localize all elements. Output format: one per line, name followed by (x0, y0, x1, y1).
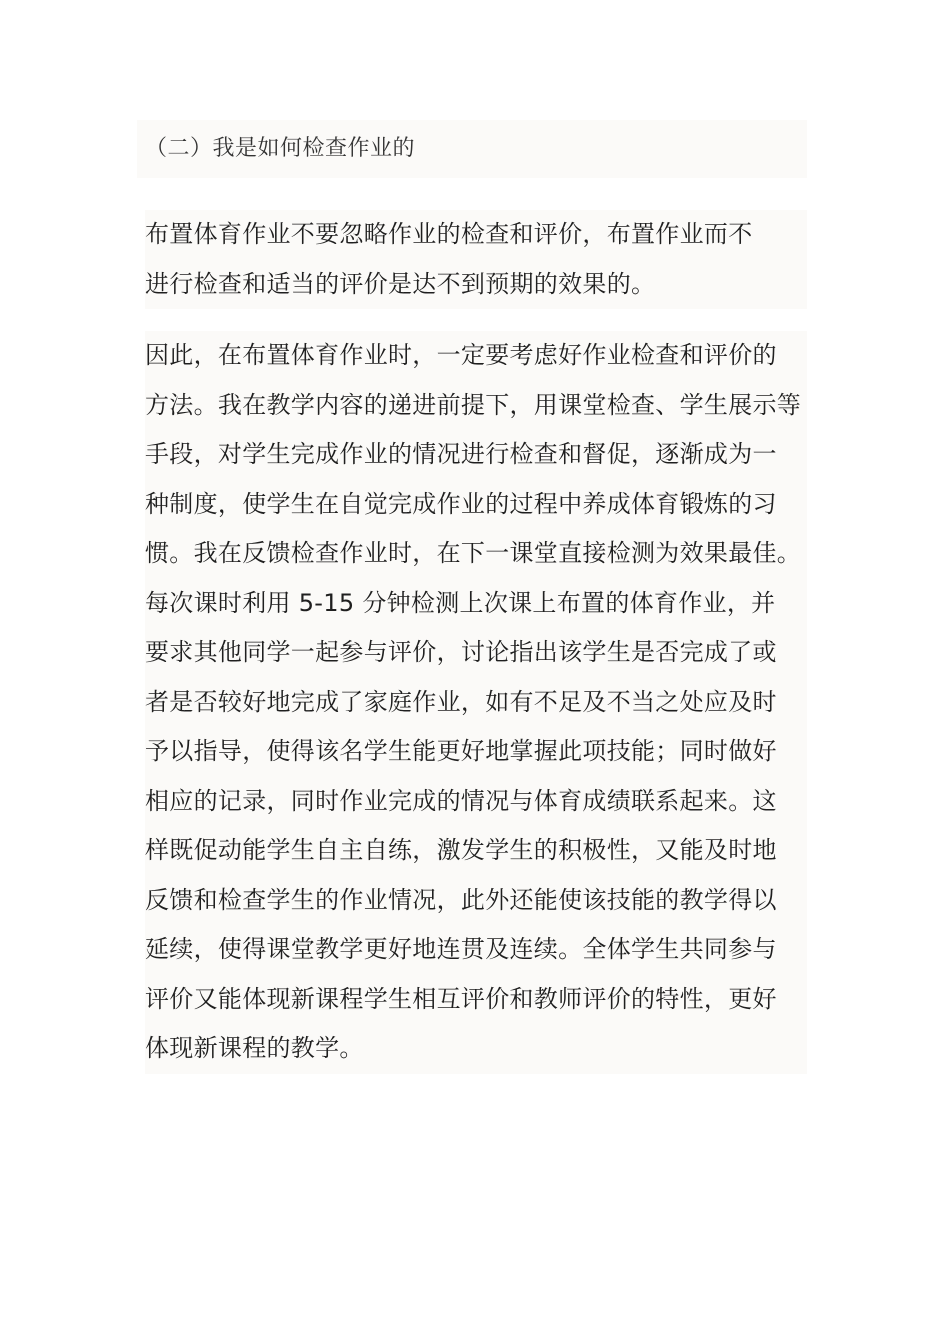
paragraph-line: 予以指导，使得该名学生能更好地掌握此项技能；同时做好 (145, 737, 777, 765)
paragraph-line: 体现新课程的教学。 (145, 1034, 364, 1062)
section-heading: （二）我是如何检查作业的 (137, 120, 807, 178)
paragraph-line: 布置体育作业不要忽略作业的检查和评价，布置作业而不 (145, 220, 753, 248)
paragraph-line: 评价又能体现新课程学生相互评价和教师评价的特性，更好 (145, 984, 777, 1013)
paragraph-line: 进行检查和适当的评价是达不到预期的效果的。 (145, 269, 656, 298)
paragraph-line: 惯。我在反馈检查作业时，在下一课堂直接检测为效果最佳。 (145, 539, 802, 567)
paragraph-line: 每次课时利用 5-15 分钟检测上次课上布置的体育作业，并 (145, 588, 776, 617)
paragraph-line: 反馈和检查学生的作业情况，此外还能使该技能的教学得以 (145, 885, 777, 914)
spacer (145, 309, 807, 331)
document-body (145, 120, 807, 1074)
paragraph-line: 种制度，使学生在自觉完成作业的过程中养成体育锻炼的习 (145, 489, 777, 518)
paragraph-line: 手段，对学生完成作业的情况进行检查和督促，逐渐成为一 (145, 440, 777, 468)
paragraph-line: 方法。我在教学内容的递进前提下，用课堂检查、学生展示等 (145, 390, 802, 419)
paragraph-line: 样既促动能学生自主自练，激发学生的积极性，又能及时地 (145, 836, 777, 864)
paragraph-line: 因此，在布置体育作业时，一定要考虑好作业检查和评价的 (145, 341, 777, 369)
paragraph-line: 相应的记录，同时作业完成的情况与体育成绩联系起来。这 (145, 786, 777, 815)
paragraph-line: 者是否较好地完成了家庭作业，如有不足及不当之处应及时 (145, 687, 777, 716)
paragraph-line: 延续，使得课堂教学更好地连贯及连续。全体学生共同参与 (145, 935, 777, 963)
paragraph-2 (145, 331, 807, 1074)
paragraph-1 (145, 210, 807, 309)
paragraph-line: 要求其他同学一起参与评价，讨论指出该学生是否完成了或 (145, 638, 777, 666)
spacer (145, 178, 807, 210)
